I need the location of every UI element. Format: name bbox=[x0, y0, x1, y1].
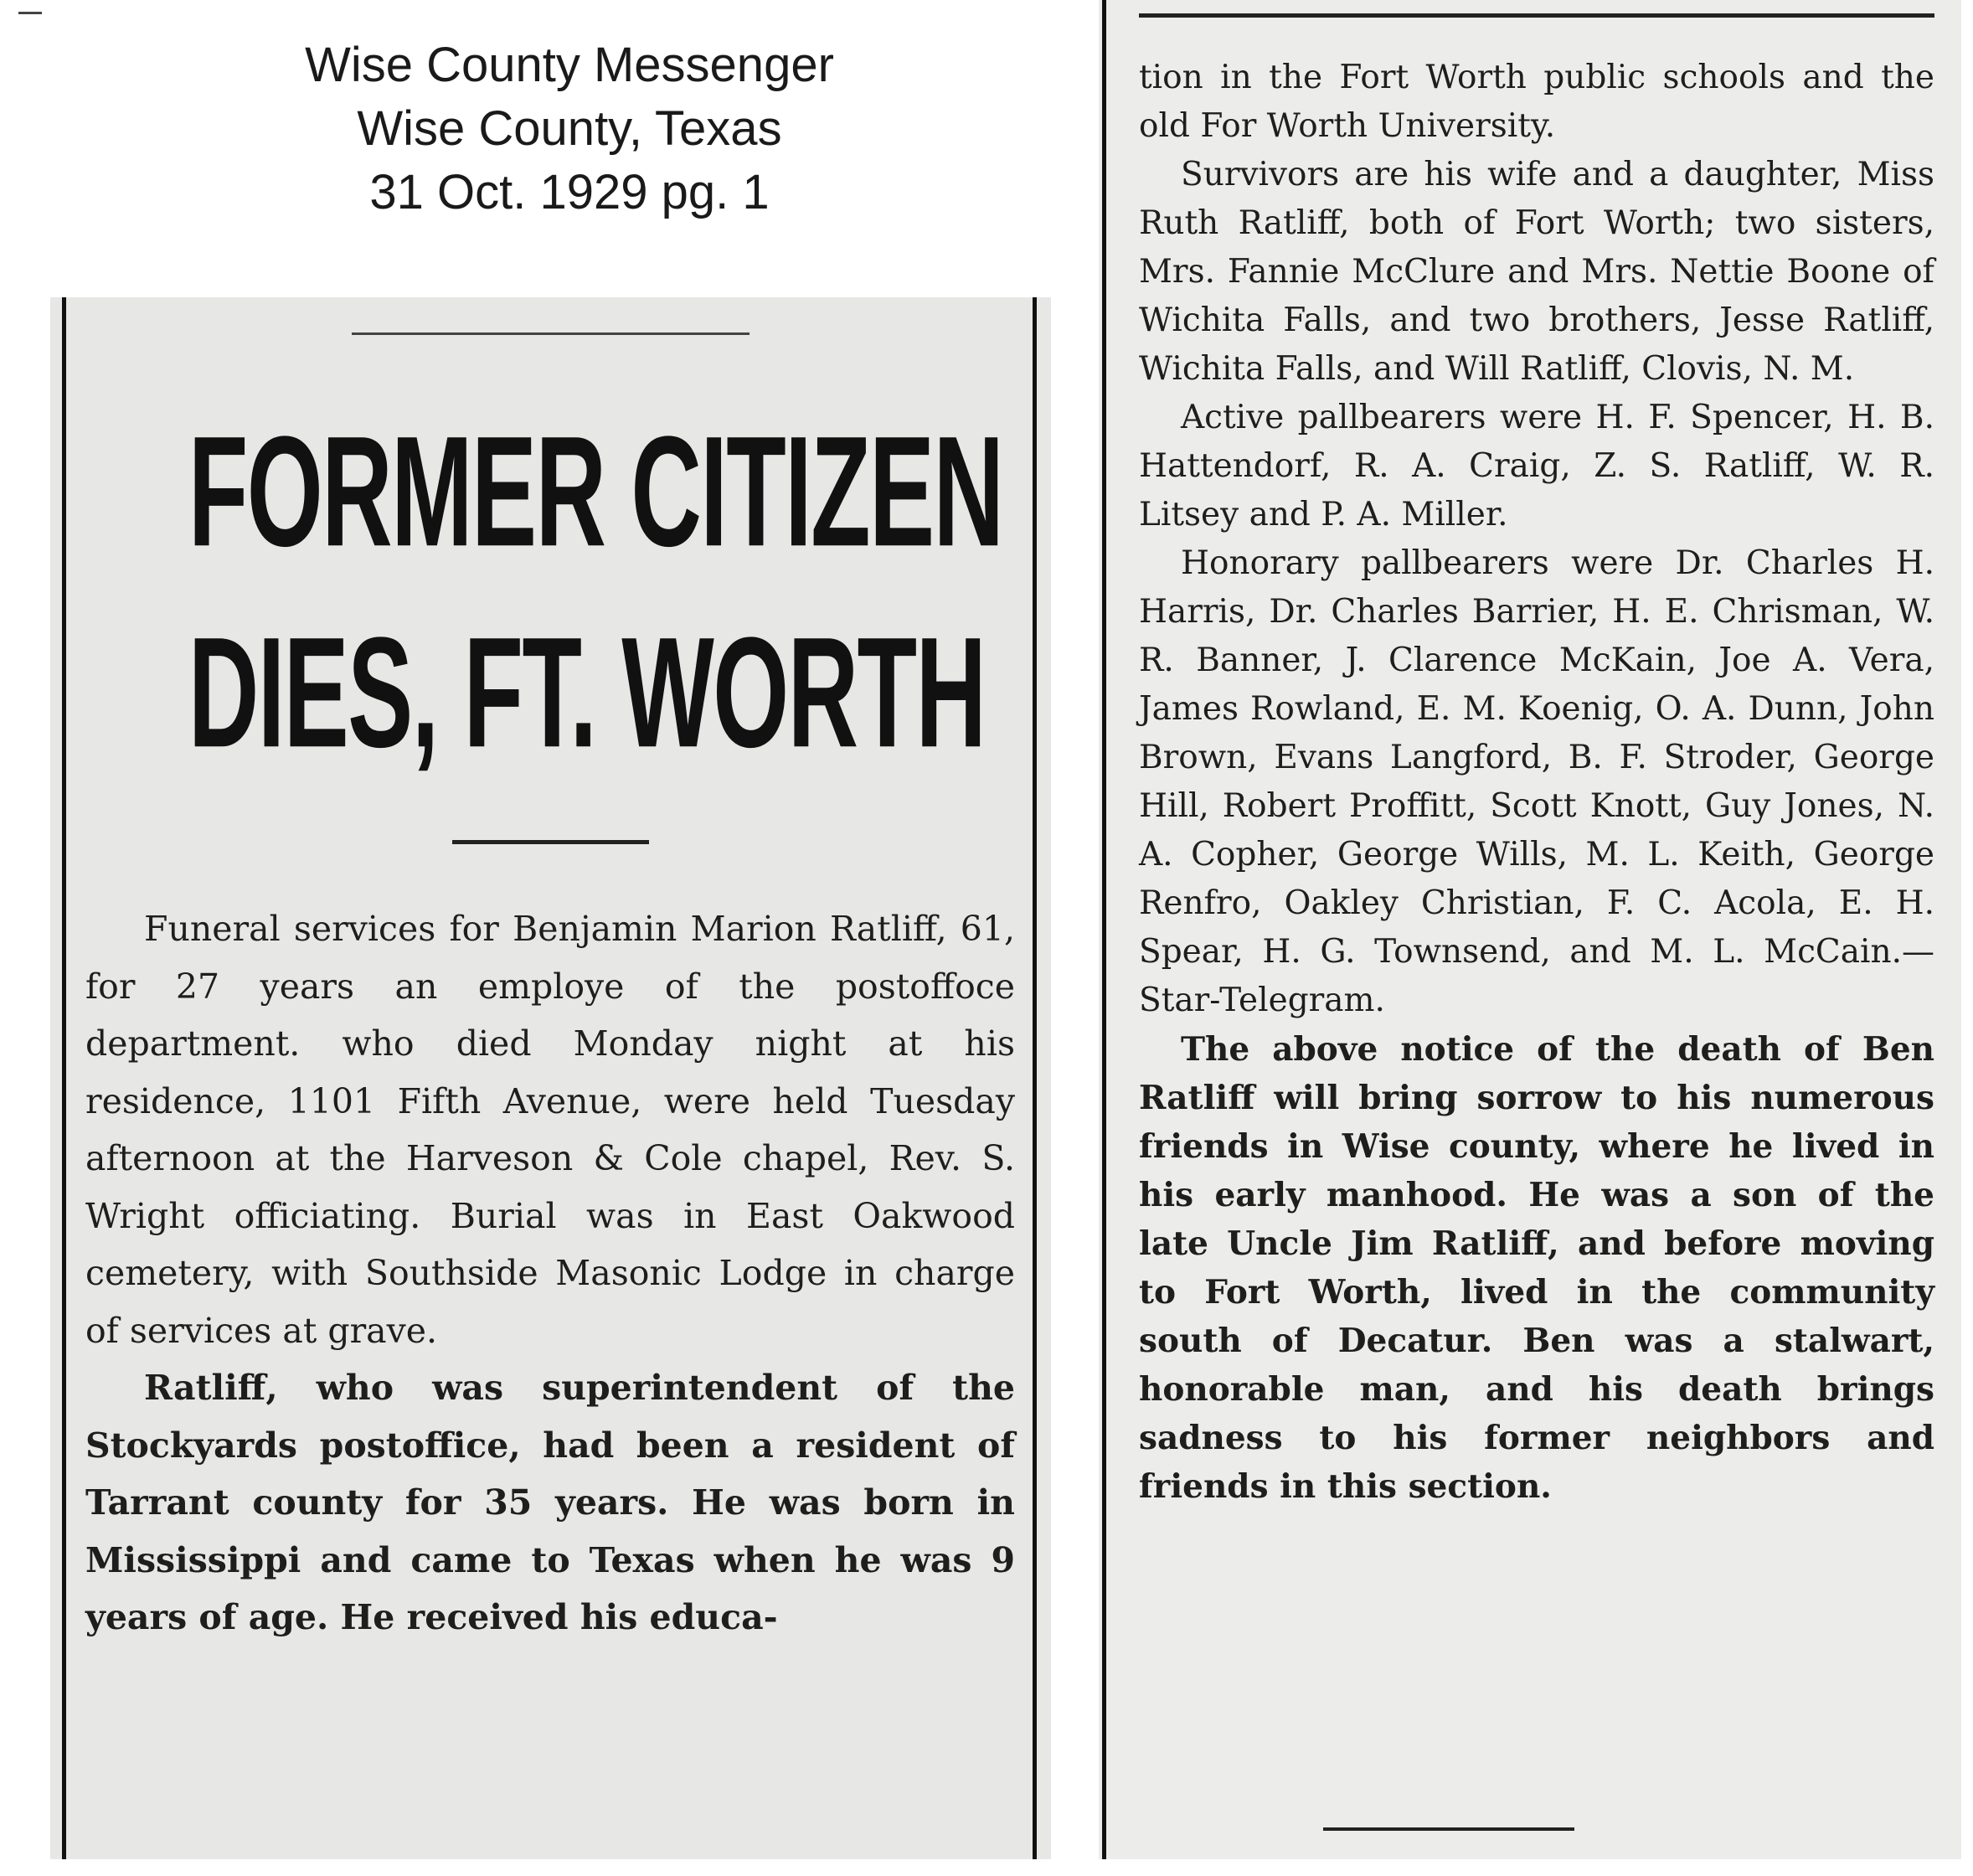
top-rule bbox=[1139, 13, 1934, 18]
headline-line-2: DIES, FT. WORTH bbox=[188, 604, 986, 781]
article-body-right bbox=[1139, 54, 1934, 1511]
corner-mark bbox=[18, 12, 42, 14]
top-divider bbox=[352, 332, 750, 335]
article-paragraph-active-pallbearers: Active pallbearers were H. F. Spencer, H. B. Hattendorf, R. A. Craig, Z. S. Ratliff, W. R. Litsey and P. A. Miller. bbox=[1139, 399, 1934, 533]
headline-line-1: FORMER CITIZEN bbox=[188, 403, 1003, 580]
right-column-rule bbox=[1033, 297, 1037, 1859]
column-rule bbox=[1102, 0, 1106, 1859]
article-continuation: tion in the Fort Worth public schools and the old For Worth University. bbox=[1139, 59, 1934, 145]
article-paragraph-survivors: Survivors are his wife and a daughter, Miss Ruth Ratliff, both of Fort Worth; two sisters, Mrs. Fannie McClure and Mrs. Nettie Boone of Wichita Falls, and two brothers, Jesse Ratliff, Wichita Falls, and Will Ratliff, Clovis, N. M. bbox=[1139, 156, 1934, 388]
headline-divider bbox=[452, 840, 649, 844]
article-body-left bbox=[85, 900, 1015, 1647]
source-caption bbox=[50, 34, 1089, 224]
newspaper-location: Wise County, Texas bbox=[357, 101, 782, 156]
end-divider bbox=[1323, 1827, 1574, 1831]
article-paragraph-biography: Ratliff, who was superintendent of the Stockyards postoffice, had been a resident of Tarrant county for 35 years. He was born in Mississippi and came to Texas when he was 9 years of age. He received his educa- bbox=[85, 1368, 1015, 1637]
left-clipping bbox=[50, 297, 1051, 1859]
publication-date: 31 Oct. 1929 pg. 1 bbox=[369, 165, 770, 219]
right-clipping bbox=[1099, 0, 1961, 1859]
article-paragraph-honorary-pallbearers: Honorary pallbearers were Dr. Charles H. Harris, Dr. Charles Barrier, H. E. Chrisman, W. R. Banner, J. Clarence McKain, Joe A. Vera, James Rowland, E. M. Koenig, O. A. Dunn, John Brown, Evans Langford, B. F. Stroder, George Hill, Robert Proffitt, Scott Knott, Guy Jones, N. A. Copher, George Wills, M. L. Keith, George Renfro, Oakley Christian, F. C. Acola, E. H. Spear, H. G. Townsend, and M. L. McCain.—Star-Telegram. bbox=[1139, 544, 1934, 1019]
newspaper-name: Wise County Messenger bbox=[305, 38, 834, 92]
article-paragraph-funeral: Funeral services for Benjamin Marion Ratliff, 61, for 27 years an employe of the postoffoce department. who died Monday night at his residence, 1101 Fifth Avenue, were held Tuesday afternoon at the Harveson & Cole chapel, Rev. S. Wright officiating. Burial was in East Oakwood cemetery, with Southside Masonic Lodge in charge of services at grave. bbox=[85, 909, 1015, 1351]
article-paragraph-editorial-note: The above notice of the death of Ben Ratliff will bring sorrow to his numerous friends in Wise county, where he lived in his early manhood. He was a son of the late Uncle Jim Ratliff, and before moving to Fort Worth, lived in the community south of Decatur. Ben was a stalwart, honorable man, and his death brings sadness to his former neighbors and friends in this section. bbox=[1139, 1030, 1934, 1506]
left-column-rule bbox=[62, 297, 66, 1859]
